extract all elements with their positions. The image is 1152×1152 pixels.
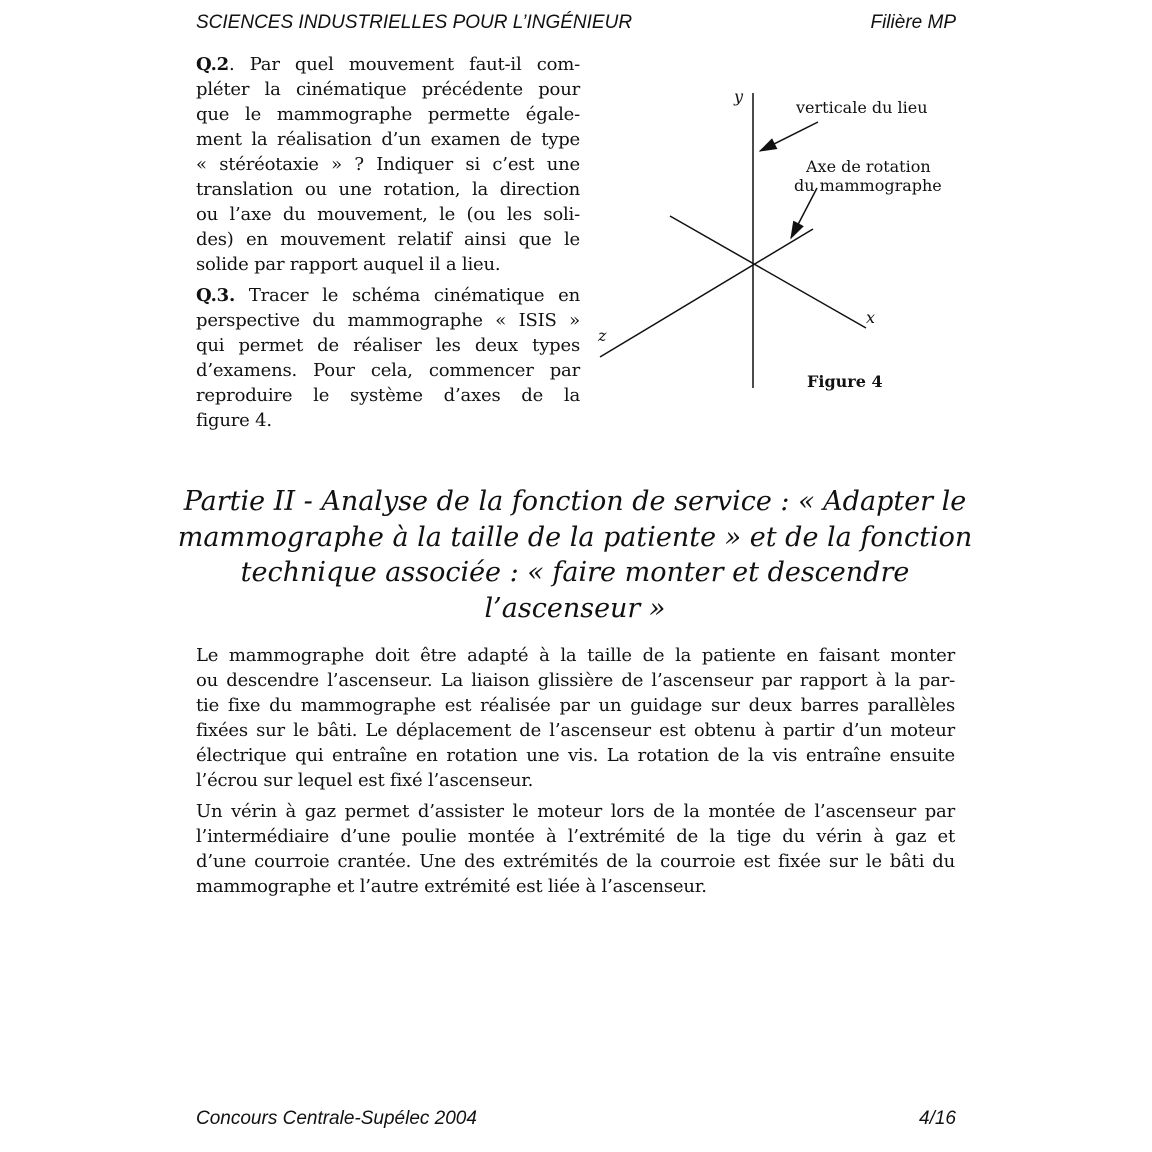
label-rotation-1: Axe de rotation — [806, 157, 931, 176]
section-title-line: Partie II - Analyse de la fonction de service : « Adapter le — [183, 486, 967, 517]
z-axis-line — [600, 229, 813, 357]
q3-line: figure 4. — [196, 410, 272, 431]
section-title-line: l’ascenseur » — [484, 592, 666, 624]
paragraph-line: tie fixe du mammographe est réalisée par un guidage sur deux barres parallèles — [196, 695, 955, 716]
paragraph-line: électrique qui entraîne en rotation une vis. La rotation de la vis entraîne ensuite — [196, 745, 955, 766]
label-vertical: verticale du lieu — [796, 98, 928, 117]
section-title-line: mammographe à la taille de la patiente » et de la fonction — [177, 521, 973, 553]
header-title: SCIENCES INDUSTRIELLES POUR L’INGÉNIEUR — [196, 12, 633, 33]
section-title — [150, 484, 1000, 626]
figure-caption: Figure 4 — [807, 372, 883, 391]
arrow-rotation-axis — [791, 188, 817, 238]
paragraph-2 — [196, 799, 955, 899]
q3-line: d’examens. Pour cela, commencer par — [196, 360, 580, 381]
q3-line: Tracer le schéma cinématique en — [235, 285, 580, 306]
paragraph-line: ou descendre l’ascenseur. La liaison glissière de l’ascenseur par rapport à la par- — [196, 670, 955, 691]
paragraph-line: Un vérin à gaz permet d’assister le moteur lors de la montée de l’ascenseur par — [196, 801, 955, 822]
label-z: z — [598, 326, 607, 345]
x-axis-line — [670, 216, 866, 328]
q2-line: ou l’axe du mouvement, le (ou les soli- — [196, 204, 580, 225]
q3-line: reproduire le système d’axes de la — [196, 385, 580, 406]
q2-line: . Par quel mouvement faut-il com- — [228, 54, 580, 75]
page-number: 4/16 — [919, 1108, 956, 1129]
paragraph-line: d’une courroie crantée. Une des extrémités de la courroie est fixée sur le bâti du — [196, 851, 955, 872]
paragraph-line: mammographe et l’autre extrémité est liée à l’ascenseur. — [196, 876, 707, 897]
q2-line: pléter la cinématique précédente pour — [196, 79, 580, 100]
q3-line: qui permet de réaliser les deux types — [196, 335, 580, 356]
q2-label: Q.2 — [196, 54, 229, 75]
q2-line: « stéréotaxie » ? Indiquer si c’est une — [196, 154, 580, 175]
paragraph-1 — [196, 643, 955, 793]
q2-line: que le mammographe permette égale- — [196, 104, 580, 125]
arrow-vertical — [760, 122, 818, 151]
label-y: y — [734, 87, 744, 106]
q3-line: perspective du mammographe « ISIS » — [196, 310, 580, 331]
q2-line: des) en mouvement relatif ainsi que le — [196, 229, 580, 250]
footer-contest: Concours Centrale-Supélec 2004 — [196, 1108, 477, 1129]
paragraph-line: fixées sur le bâti. Le déplacement de l’ascenseur est obtenu à partir d’un moteur — [196, 720, 955, 741]
paragraph-line: Le mammographe doit être adapté à la taille de la patiente en faisant monter — [196, 645, 955, 666]
paragraph-line: l’intermédiaire d’une poulie montée à l’extrémité de la tige du vérin à gaz et — [196, 826, 955, 847]
q3-label: Q.3. — [196, 285, 236, 306]
header-filiere: Filière MP — [870, 12, 956, 33]
q2-line: translation ou une rotation, la direction — [196, 179, 580, 200]
paragraph-line: l’écrou sur lequel est fixé l’ascenseur. — [196, 770, 534, 791]
section-title-line: technique associée : « faire monter et descendre — [240, 557, 910, 588]
label-rotation-2: du mammographe — [794, 176, 942, 195]
q2-line: ment la réalisation d’un examen de type — [196, 129, 580, 150]
q2-line: solide par rapport auquel il a lieu. — [196, 254, 501, 275]
label-x: x — [866, 308, 876, 327]
